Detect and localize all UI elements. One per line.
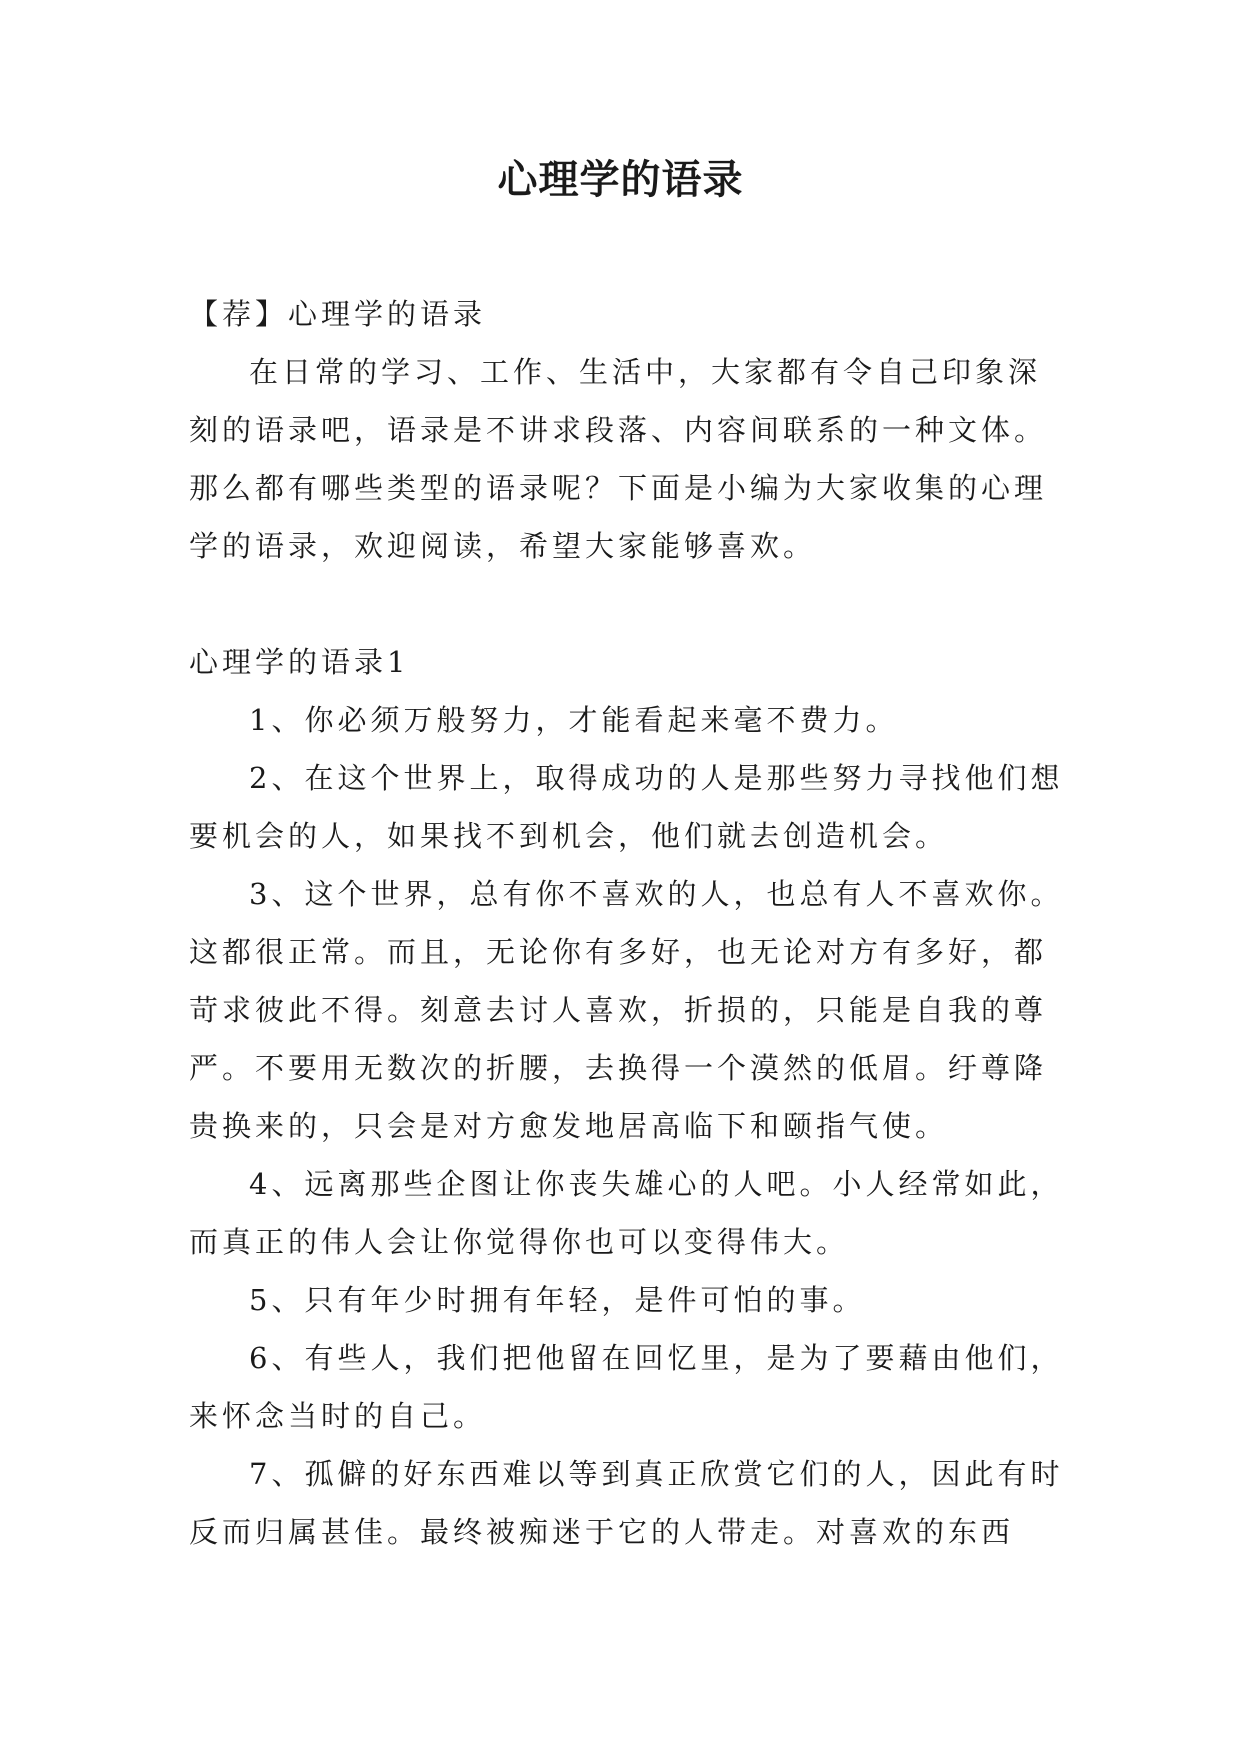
document-title: 心理学的语录 [497, 156, 744, 203]
header-line: 【荐】心理学的语录 [189, 297, 487, 331]
paragraph-gap [189, 575, 1069, 633]
section-heading: 心理学的语录1 [189, 645, 410, 679]
intro-paragraph: 在日常的学习、工作、生活中，大家都有令自己印象深刻的语录吧，语录是不讲求段落、内容间联系的一种文体。那么都有哪些类型的语录呢？下面是小编为大家收集的心理学的语录，欢迎阅读，希望大家能够喜欢。 [189, 355, 1048, 563]
quote-item-6: 6、有些人，我们把他留在回忆里，是为了要藉由他们，来怀念当时的自己。 [189, 1341, 1064, 1433]
quote-item-3: 3、这个世界，总有你不喜欢的人，也总有人不喜欢你。这都很正常。而且，无论你有多好，也无论对方有多好，都苛求彼此不得。刻意去讨人喜欢，折损的，只能是自我的尊严。不要用无数次的折腰，去换得一个漠然的低眉。纡尊降贵换来的，只会是对方愈发地居高临下和颐指气使。 [189, 877, 1064, 1143]
document-body [189, 285, 1069, 1561]
quote-item-1: 1、你必须万般努力，才能看起来毫不费力。 [249, 703, 899, 737]
quote-item-5: 5、只有年少时拥有年轻，是件可怕的事。 [249, 1283, 866, 1317]
quote-item-2: 2、在这个世界上，取得成功的人是那些努力寻找他们想要机会的人，如果找不到机会，他们就去创造机会。 [189, 761, 1064, 853]
quote-item-7: 7、孤僻的好东西难以等到真正欣赏它们的人，因此有时反而归属甚佳。最终被痴迷于它的人带走。对喜欢的东西 [189, 1457, 1064, 1549]
quote-item-4: 4、远离那些企图让你丧失雄心的人吧。小人经常如此，而真正的伟人会让你觉得你也可以变得伟大。 [189, 1167, 1064, 1259]
